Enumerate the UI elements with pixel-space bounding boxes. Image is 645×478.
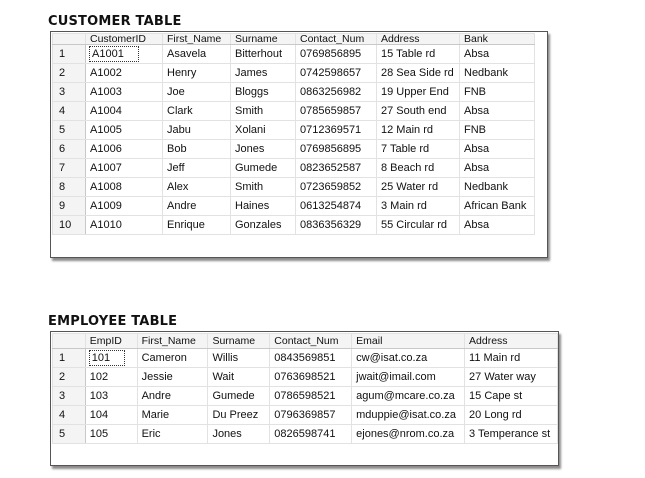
- table-row: [53, 83, 535, 102]
- column-header[interactable]: Email: [352, 334, 465, 349]
- table-row: [53, 159, 535, 178]
- table-cell[interactable]: A1002: [86, 64, 163, 83]
- table-cell[interactable]: FNB: [460, 83, 535, 102]
- employee-table-title: EMPLOYEE TABLE: [48, 314, 178, 329]
- row-number-header[interactable]: [53, 334, 86, 349]
- column-header[interactable]: EmpID: [85, 334, 137, 349]
- table-cell[interactable]: A1006: [86, 140, 163, 159]
- table-cell[interactable]: Absa: [460, 216, 535, 235]
- selected-cell-value: A1001: [90, 47, 138, 61]
- table-cell[interactable]: 3 Temperance st: [465, 425, 558, 444]
- table-cell[interactable]: 102: [85, 368, 137, 387]
- row-number[interactable]: 9: [53, 197, 86, 216]
- table-cell[interactable]: African Bank: [460, 197, 535, 216]
- table-row: [53, 45, 535, 64]
- table-cell[interactable]: Willis: [208, 349, 270, 368]
- table-cell[interactable]: 25 Water rd: [377, 178, 460, 197]
- table-cell[interactable]: A1008: [86, 178, 163, 197]
- table-cell[interactable]: 19 Upper End: [377, 83, 460, 102]
- table-cell[interactable]: 7 Table rd: [377, 140, 460, 159]
- table-cell[interactable]: cw@isat.co.za: [352, 349, 465, 368]
- row-number[interactable]: 4: [53, 406, 86, 425]
- row-number[interactable]: 2: [53, 368, 86, 387]
- row-number[interactable]: 2: [53, 64, 86, 83]
- table-cell[interactable]: Nedbank: [460, 64, 535, 83]
- selected-cell-value: 101: [90, 351, 124, 365]
- column-header[interactable]: Address: [377, 34, 460, 45]
- table-cell[interactable]: 0613254874: [296, 197, 377, 216]
- table-cell[interactable]: 27 Water way: [465, 368, 558, 387]
- table-cell[interactable]: Bitterhout: [231, 45, 296, 64]
- table-cell[interactable]: A1009: [86, 197, 163, 216]
- table-cell[interactable]: Gumede: [208, 387, 270, 406]
- table-cell[interactable]: 0786598521: [270, 387, 352, 406]
- row-number[interactable]: 10: [53, 216, 86, 235]
- table-row: [53, 64, 535, 83]
- table-cell[interactable]: Nedbank: [460, 178, 535, 197]
- table-cell[interactable]: Jessie: [137, 368, 208, 387]
- table-cell[interactable]: Gonzales: [231, 216, 296, 235]
- table-cell[interactable]: ejones@nrom.co.za: [352, 425, 465, 444]
- row-number[interactable]: 5: [53, 425, 86, 444]
- table-cell[interactable]: A1005: [86, 121, 163, 140]
- table-cell[interactable]: 15 Cape st: [465, 387, 558, 406]
- table-cell[interactable]: Jeff: [163, 159, 231, 178]
- table-cell[interactable]: jwait@imail.com: [352, 368, 465, 387]
- table-cell[interactable]: Andre: [137, 387, 208, 406]
- table-cell[interactable]: 0785659857: [296, 102, 377, 121]
- table-cell[interactable]: 20 Long rd: [465, 406, 558, 425]
- table-row: [53, 368, 558, 387]
- table-row: [53, 406, 558, 425]
- table-cell[interactable]: Haines: [231, 197, 296, 216]
- table-cell[interactable]: 0863256982: [296, 83, 377, 102]
- table-cell[interactable]: Jones: [208, 425, 270, 444]
- table-cell[interactable]: Absa: [460, 102, 535, 121]
- table-cell[interactable]: mduppie@isat.co.za: [352, 406, 465, 425]
- table-cell[interactable]: 55 Circular rd: [377, 216, 460, 235]
- employee-results-grid: [50, 331, 559, 466]
- table-cell[interactable]: 0796369857: [270, 406, 352, 425]
- table-cell[interactable]: 27 South end: [377, 102, 460, 121]
- table-cell[interactable]: Henry: [163, 64, 231, 83]
- row-number[interactable]: 3: [53, 83, 86, 102]
- table-cell[interactable]: Andre: [163, 197, 231, 216]
- row-number[interactable]: 6: [53, 140, 86, 159]
- row-number[interactable]: 3: [53, 387, 86, 406]
- column-header[interactable]: Bank: [460, 34, 535, 45]
- customer-table: [52, 33, 535, 235]
- table-cell[interactable]: FNB: [460, 121, 535, 140]
- column-header[interactable]: Contact_Num: [270, 334, 352, 349]
- table-row: [53, 387, 558, 406]
- row-number[interactable]: 1: [53, 45, 86, 64]
- table-cell[interactable]: Absa: [460, 140, 535, 159]
- table-cell[interactable]: Alex: [163, 178, 231, 197]
- selected-cell[interactable]: [85, 349, 137, 368]
- column-header[interactable]: Contact_Num: [296, 34, 377, 45]
- table-row: [53, 425, 558, 444]
- table-cell[interactable]: Smith: [231, 102, 296, 121]
- table-cell[interactable]: Enrique: [163, 216, 231, 235]
- table-row: [53, 140, 535, 159]
- column-header[interactable]: Address: [465, 334, 558, 349]
- table-cell[interactable]: A1003: [86, 83, 163, 102]
- table-row: [53, 197, 535, 216]
- column-header[interactable]: CustomerID: [86, 34, 163, 45]
- table-cell[interactable]: Jabu: [163, 121, 231, 140]
- table-cell[interactable]: A1007: [86, 159, 163, 178]
- column-header[interactable]: First_Name: [137, 334, 208, 349]
- table-cell[interactable]: Absa: [460, 159, 535, 178]
- table-cell[interactable]: 0763698521: [270, 368, 352, 387]
- table-cell[interactable]: 104: [85, 406, 137, 425]
- row-number[interactable]: 8: [53, 178, 86, 197]
- table-cell[interactable]: Cameron: [137, 349, 208, 368]
- table-cell[interactable]: Joe: [163, 83, 231, 102]
- column-header[interactable]: First_Name: [163, 34, 231, 45]
- column-header[interactable]: Surname: [208, 334, 270, 349]
- table-row: [53, 178, 535, 197]
- table-cell[interactable]: Bloggs: [231, 83, 296, 102]
- table-cell[interactable]: Bob: [163, 140, 231, 159]
- table-cell[interactable]: 3 Main rd: [377, 197, 460, 216]
- table-cell[interactable]: 0843569851: [270, 349, 352, 368]
- table-cell[interactable]: Absa: [460, 45, 535, 64]
- table-cell[interactable]: 0723659852: [296, 178, 377, 197]
- customer-table-title: CUSTOMER TABLE: [48, 14, 182, 29]
- table-cell[interactable]: Gumede: [231, 159, 296, 178]
- customer-results-grid: [50, 31, 548, 258]
- row-number[interactable]: 7: [53, 159, 86, 178]
- table-cell[interactable]: 103: [85, 387, 137, 406]
- table-cell[interactable]: Eric: [137, 425, 208, 444]
- table-cell[interactable]: Du Preez: [208, 406, 270, 425]
- table-cell[interactable]: James: [231, 64, 296, 83]
- table-cell[interactable]: 0826598741: [270, 425, 352, 444]
- table-cell[interactable]: 0823652587: [296, 159, 377, 178]
- table-row: [53, 102, 535, 121]
- row-number[interactable]: 5: [53, 121, 86, 140]
- table-row: [53, 121, 535, 140]
- customer-header-row: [53, 34, 535, 45]
- table-cell[interactable]: A1004: [86, 102, 163, 121]
- table-cell[interactable]: 105: [85, 425, 137, 444]
- table-cell[interactable]: 15 Table rd: [377, 45, 460, 64]
- table-cell[interactable]: 0712369571: [296, 121, 377, 140]
- table-cell[interactable]: Clark: [163, 102, 231, 121]
- table-cell[interactable]: 0742598657: [296, 64, 377, 83]
- table-cell[interactable]: 11 Main rd: [465, 349, 558, 368]
- selected-cell[interactable]: [86, 45, 163, 64]
- table-cell[interactable]: Smith: [231, 178, 296, 197]
- table-cell[interactable]: 0836356329: [296, 216, 377, 235]
- table-cell[interactable]: A1010: [86, 216, 163, 235]
- table-cell[interactable]: Asavela: [163, 45, 231, 64]
- table-cell[interactable]: Wait: [208, 368, 270, 387]
- table-cell[interactable]: 0769856895: [296, 45, 377, 64]
- table-cell[interactable]: 28 Sea Side rd: [377, 64, 460, 83]
- table-row: [53, 216, 535, 235]
- table-cell[interactable]: 0769856895: [296, 140, 377, 159]
- table-cell[interactable]: Xolani: [231, 121, 296, 140]
- employee-table: [52, 333, 558, 444]
- table-cell[interactable]: Marie: [137, 406, 208, 425]
- table-cell[interactable]: agum@mcare.co.za: [352, 387, 465, 406]
- table-row: [53, 349, 558, 368]
- row-number[interactable]: 4: [53, 102, 86, 121]
- row-number[interactable]: 1: [53, 349, 86, 368]
- column-header[interactable]: Surname: [231, 34, 296, 45]
- row-number-header[interactable]: [53, 34, 86, 45]
- employee-header-row: [53, 334, 558, 349]
- table-cell[interactable]: 8 Beach rd: [377, 159, 460, 178]
- table-cell[interactable]: Jones: [231, 140, 296, 159]
- table-cell[interactable]: 12 Main rd: [377, 121, 460, 140]
